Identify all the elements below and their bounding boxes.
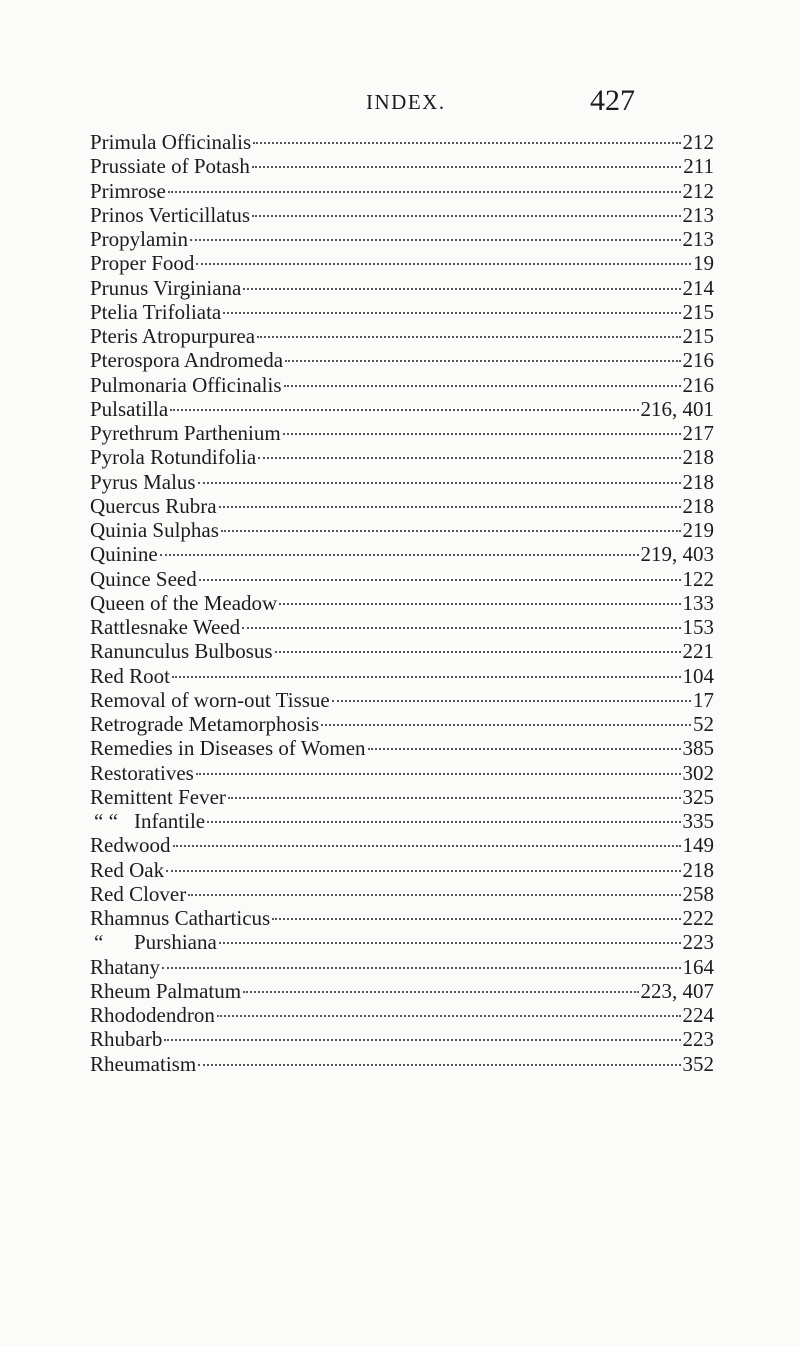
entry-page-ref: 164 [682, 954, 714, 979]
entry-page-ref: 19 [693, 251, 714, 276]
entry-page-ref: 218 [682, 469, 714, 494]
dot-leader [196, 773, 681, 775]
dot-leader [166, 870, 680, 872]
entry-page-ref: 133 [682, 590, 714, 615]
index-entry [90, 154, 714, 178]
entry-term: Quince Seed [90, 566, 197, 591]
index-entry [90, 251, 714, 275]
index-entry [90, 809, 714, 833]
entry-page-ref: 325 [682, 784, 714, 809]
entry-term: Rhamnus Catharticus [90, 906, 271, 930]
dot-leader [164, 1039, 680, 1041]
ditto-mark: “ “ [94, 809, 118, 833]
index-entry [90, 979, 714, 1003]
dot-leader [258, 457, 680, 459]
entry-page-ref: 216 [682, 372, 714, 397]
entry-page-ref: 153 [682, 615, 714, 639]
entry-term: Prunus Virginiana [90, 275, 242, 300]
index-entry [90, 906, 714, 930]
index-entry [90, 203, 714, 227]
entry-subterm: Infantile [134, 809, 206, 833]
entry-term: Propylamin [90, 227, 188, 251]
entry-page-ref: 219 [682, 518, 714, 542]
entry-page-ref: 218 [682, 445, 714, 470]
index-entry [90, 542, 714, 566]
index-entry [90, 736, 714, 760]
entry-page-ref: 223, 407 [640, 978, 714, 1003]
index-entry [90, 276, 714, 300]
entry-term [90, 930, 217, 954]
entry-page-ref: 224 [682, 1003, 714, 1027]
index-entry [90, 664, 714, 688]
index-entry [90, 712, 714, 736]
dot-leader [283, 433, 681, 435]
entry-page-ref: 223 [682, 930, 714, 955]
entry-term: Queen of the Meadow [90, 590, 278, 615]
entry-term: Prinos Verticillatus [90, 202, 251, 227]
index-entry [90, 324, 714, 348]
index-entry [90, 615, 714, 639]
entry-page-ref: 213 [682, 227, 714, 251]
index-entry [90, 227, 714, 251]
index-entry [90, 300, 714, 324]
index-entry [90, 445, 714, 469]
entry-page-ref: 219, 403 [640, 542, 714, 567]
dot-leader [221, 530, 681, 532]
entry-term: Restoratives [90, 760, 194, 785]
dot-leader [172, 676, 681, 678]
entry-page-ref: 212 [682, 178, 714, 203]
index-entry [90, 858, 714, 882]
index-entry [90, 567, 714, 591]
running-title: INDEX. [366, 90, 446, 114]
index-entry [90, 833, 714, 857]
dot-leader [272, 918, 680, 920]
entry-page-ref: 385 [682, 736, 714, 761]
index-entry [90, 930, 714, 954]
dot-leader [198, 1064, 680, 1066]
entry-page-ref: 335 [682, 809, 714, 833]
index-entry [90, 179, 714, 203]
dot-leader [173, 845, 681, 847]
entry-page-ref: 258 [682, 881, 714, 906]
entry-page-ref: 212 [682, 130, 714, 154]
entry-page-ref: 217 [682, 421, 714, 445]
entry-page-ref: 213 [682, 202, 714, 227]
dot-leader [223, 312, 680, 314]
entry-term: Pterospora Andromeda [90, 348, 284, 373]
dot-leader [252, 166, 681, 168]
entry-term: Ptelia Trifoliata [90, 299, 222, 324]
entry-page-ref: 104 [682, 663, 714, 688]
entry-term: Remittent Fever [90, 784, 226, 809]
entry-page-ref: 221 [682, 639, 714, 664]
dot-leader [242, 627, 680, 629]
dot-leader [199, 579, 681, 581]
index-entry [90, 955, 714, 979]
dot-leader [332, 700, 691, 702]
entry-term: Quercus Rubra [90, 493, 217, 518]
entry-term: Remedies in Diseases of Women [90, 736, 366, 761]
entry-term: Pteris Atropurpurea [90, 324, 256, 348]
index-entry [90, 591, 714, 615]
entry-page-ref: 215 [682, 299, 714, 324]
index-entry [90, 882, 714, 906]
entry-term: Redwood [90, 833, 171, 858]
dot-leader [285, 360, 680, 362]
entry-term: Primula Officinalis [90, 130, 252, 154]
dot-leader [198, 482, 681, 484]
index-entry [90, 761, 714, 785]
index-entry-list [90, 130, 714, 1076]
entry-term: Red Clover [90, 881, 187, 906]
entry-page-ref: 17 [693, 687, 714, 712]
entry-term: Quinine [90, 542, 158, 567]
dot-leader [228, 797, 681, 799]
entry-page-ref: 52 [693, 712, 714, 736]
dot-leader [257, 336, 680, 338]
index-entry [90, 1052, 714, 1076]
entry-page-ref: 222 [682, 906, 714, 930]
index-entry [90, 1003, 714, 1027]
entry-term: Rheumatism [90, 1051, 197, 1076]
entry-term: Removal of worn-out Tissue [90, 687, 330, 712]
index-entry [90, 639, 714, 663]
dot-leader [219, 506, 681, 508]
ditto-mark: “ [94, 930, 104, 955]
dot-leader [321, 724, 691, 726]
index-entry [90, 421, 714, 445]
entry-term: Rheum Palmatum [90, 978, 242, 1003]
index-entry [90, 373, 714, 397]
entry-term: Red Oak [90, 857, 165, 882]
dot-leader [368, 748, 681, 750]
entry-term: Ranunculus Bulbosus [90, 639, 273, 664]
entry-page-ref: 218 [682, 493, 714, 518]
index-entry [90, 348, 714, 372]
dot-leader [243, 991, 638, 993]
index-entry [90, 1027, 714, 1051]
entry-page-ref: 352 [682, 1051, 714, 1076]
entry-page-ref: 218 [682, 857, 714, 882]
entry-page-ref: 149 [682, 833, 714, 858]
entry-term: Prussiate of Potash [90, 154, 250, 179]
entry-term: Quinia Sulphas [90, 518, 219, 542]
entry-term: Pulsatilla [90, 396, 169, 421]
dot-leader [196, 263, 691, 265]
entry-term: Rhododendron [90, 1003, 215, 1027]
entry-term: Pyrola Rotundifolia [90, 445, 257, 470]
entry-term: Rhubarb [90, 1027, 163, 1052]
dot-leader [190, 239, 681, 241]
dot-leader [284, 385, 681, 387]
dot-leader [207, 821, 680, 823]
index-entry [90, 785, 714, 809]
dot-leader [279, 603, 680, 605]
dot-leader [219, 942, 681, 944]
dot-leader [217, 1015, 681, 1017]
entry-term: Proper Food [90, 251, 195, 276]
dot-leader [253, 142, 680, 144]
entry-term: Pyrethrum Parthenium [90, 421, 281, 445]
entry-subterm: Purshiana [134, 930, 217, 955]
entry-page-ref: 216 [682, 348, 714, 373]
entry-term: Red Root [90, 663, 170, 688]
entry-term: Rattlesnake Weed [90, 615, 241, 639]
entry-term: Pulmonaria Officinalis [90, 372, 282, 397]
page-header [0, 84, 800, 124]
dot-leader [168, 191, 681, 193]
entry-term: Retrograde Metamorphosis [90, 712, 320, 736]
entry-page-ref: 302 [682, 760, 714, 785]
dot-leader [160, 554, 639, 556]
dot-leader [243, 288, 680, 290]
dot-leader [275, 651, 681, 653]
index-entry [90, 397, 714, 421]
dot-leader [170, 409, 638, 411]
index-entry [90, 470, 714, 494]
entry-term: Rhatany [90, 954, 160, 979]
index-entry [90, 130, 714, 154]
index-entry [90, 688, 714, 712]
entry-page-ref: 216, 401 [640, 396, 714, 421]
index-entry [90, 518, 714, 542]
dot-leader [188, 894, 680, 896]
entry-page-ref: 122 [682, 566, 714, 591]
page-number: 427 [590, 84, 635, 117]
entry-term: Primrose [90, 178, 166, 203]
dot-leader [162, 967, 681, 969]
entry-term: Pyrus Malus [90, 469, 196, 494]
entry-term [90, 809, 205, 833]
entry-page-ref: 223 [682, 1027, 714, 1052]
entry-page-ref: 215 [682, 324, 714, 348]
index-entry [90, 494, 714, 518]
entry-page-ref: 214 [682, 275, 714, 300]
entry-page-ref: 211 [683, 154, 714, 179]
dot-leader [252, 215, 680, 217]
